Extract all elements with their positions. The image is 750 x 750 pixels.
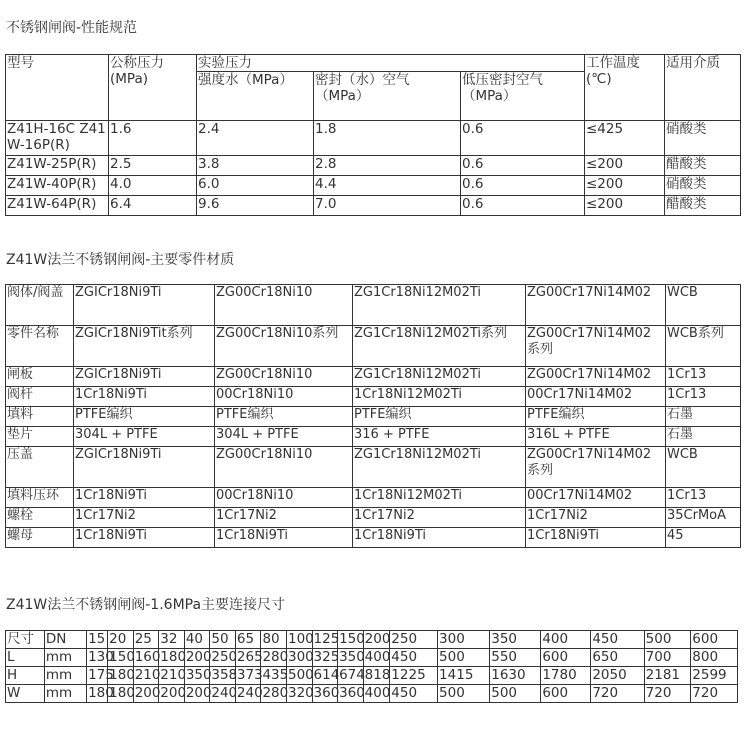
cell-shell: 2.4 [197, 121, 314, 156]
dim-value: 1415 [438, 667, 490, 685]
dim-value: 150 [339, 631, 365, 647]
dim-value: 360 [339, 685, 365, 701]
cell-material: 石墨 [666, 427, 741, 447]
cell-material: 316 + PTFE [353, 427, 526, 447]
dim-value: 720 [691, 685, 738, 703]
dim-value: 250 [211, 649, 238, 665]
dim-value: 358 [211, 667, 238, 683]
header-nominal-pressure: 公称压力 (MPa) [109, 55, 197, 121]
cell-temp: ≤200 [585, 176, 665, 196]
table-row [6, 367, 741, 387]
cell-material: 1Cr18Ni9Ti [215, 528, 353, 548]
cell-material: 1Cr17Ni2 [215, 508, 353, 528]
dim-value: 450 [390, 649, 438, 667]
dim-value: 2050 [591, 667, 644, 685]
header-low-pressure-air: 低压密封空气 （MPa） [461, 72, 585, 121]
dim-value: 32 [159, 631, 185, 649]
table-row [6, 649, 738, 667]
cell-material: 1Cr18Ni12M02Ti [353, 488, 526, 508]
dim-value: 2181 [644, 667, 691, 685]
cell-material: 1Cr13 [666, 367, 741, 387]
cell-part: 闸板 [6, 367, 74, 387]
cell-material: ZG00Cr18Ni10 [215, 285, 353, 326]
dim-value: 240 [236, 685, 263, 701]
cell-model: Z41W-64P(R) [6, 196, 109, 216]
cell-part: 螺栓 [6, 508, 74, 528]
cell-material: WCB [666, 447, 741, 488]
dim-value: 800 [691, 649, 738, 667]
cell-part: 阀体/阀盖 [6, 285, 74, 326]
cell-low: 0.6 [461, 176, 585, 196]
cell-material: PTFE编织 [74, 407, 215, 427]
cell-medium: 醋酸类 [665, 156, 741, 176]
cell-part: 螺母 [6, 528, 74, 548]
cell-low: 0.6 [461, 121, 585, 156]
cell-material: ZG00Cr17Ni14M02系列 [526, 447, 666, 488]
dim-value: 1630 [490, 667, 541, 685]
cell-material: 1Cr13 [666, 488, 741, 508]
cell-material: 00Cr17Ni14M02 [526, 488, 666, 508]
materials-table [5, 284, 741, 548]
dim-value: 175 [88, 667, 114, 683]
cell-medium: 醋酸类 [665, 196, 741, 216]
cell-material: 35CrMoA [666, 508, 741, 528]
dim-value: 435 [262, 667, 289, 683]
cell-material: 1Cr17Ni2 [353, 508, 526, 528]
dim-value: 350 [339, 649, 365, 665]
dim-value: 720 [591, 685, 644, 703]
dim-unit: mm [44, 649, 86, 667]
cell-part: 压盖 [6, 447, 74, 488]
dim-value: 65 [235, 631, 261, 649]
cell-material: ZG1Cr18Ni12M02Ti [353, 285, 526, 326]
dim-value: 373 [236, 667, 263, 683]
cell-model: Z41W-25P(R) [6, 156, 109, 176]
cell-model: Z41W-40P(R) [6, 176, 109, 196]
table-row [6, 427, 741, 447]
cell-material: PTFE编织 [353, 407, 526, 427]
table-row [6, 121, 741, 156]
dim-value: 265 [236, 649, 263, 665]
cell-material: 45 [666, 528, 741, 548]
cell-pn: 2.5 [109, 156, 197, 176]
dim-value: 1225 [390, 667, 438, 685]
cell-material: 304L + PTFE [215, 427, 353, 447]
cell-material: ZG1Cr18Ni12M02Ti [353, 367, 526, 387]
section2-title: Z41W法兰不锈钢闸阀-主要零件材质 [6, 252, 235, 268]
table-row [6, 508, 741, 528]
dim-value: 80 [261, 631, 287, 649]
cell-shell: 3.8 [197, 156, 314, 176]
table-row [6, 447, 741, 488]
dim-value: 25 [133, 631, 159, 649]
dim-value: 200 [160, 685, 187, 701]
cell-material: ZG1Cr18Ni12M02Ti [353, 447, 526, 488]
cell-material: ZGICr18Ni9Ti [74, 367, 215, 387]
cell-shell: 9.6 [197, 196, 314, 216]
cell-material: 1Cr13 [666, 387, 741, 407]
cell-part: 填料 [6, 407, 74, 427]
dim-value: 200 [185, 685, 212, 701]
table-row [6, 528, 741, 548]
table-row [6, 285, 741, 326]
cell-material: 1Cr18Ni9Ti [74, 528, 215, 548]
header-seal-water-air: 密封（水）空气 （MPa） [314, 72, 461, 121]
cell-low: 0.6 [461, 156, 585, 176]
cell-material: ZG00Cr18Ni10系列 [215, 326, 353, 367]
cell-material: ZGICr18Ni9Ti [74, 285, 215, 326]
cell-temp: ≤425 [585, 121, 665, 156]
cell-shell: 6.0 [197, 176, 314, 196]
cell-seal: 1.8 [314, 121, 461, 156]
cell-seal: 2.8 [314, 156, 461, 176]
dim-value: 280 [262, 649, 289, 665]
table-row [6, 685, 738, 703]
cell-model: Z41H-16C Z41W-16P(R) [6, 121, 109, 156]
dim-value: 650 [591, 649, 644, 667]
header-working-temp: 工作温度 (℃) [585, 55, 665, 121]
table-row [6, 407, 741, 427]
dim-value: 400 [541, 631, 591, 649]
table-row [6, 156, 741, 176]
dim-value: 100 [288, 631, 314, 647]
cell-part: 垫片 [6, 427, 74, 447]
cell-medium: 硝酸类 [665, 121, 741, 156]
cell-material: 1Cr18Ni9Ti [74, 387, 215, 407]
dim-value: 360 [313, 685, 340, 701]
dim-value: 350 [490, 631, 541, 649]
table-row [6, 326, 741, 367]
cell-material: 1Cr18Ni9Ti [353, 528, 526, 548]
cell-material: 1Cr18Ni12M02Ti [353, 387, 526, 407]
dim-value: 700 [644, 649, 691, 667]
dim-value: 600 [691, 631, 738, 649]
dim-value: 350 [185, 667, 212, 683]
dim-value: 250 [390, 631, 438, 649]
section1-title: 不锈钢闸阀-性能规范 [6, 20, 138, 36]
dim-value: 450 [591, 631, 644, 649]
dim-unit: mm [44, 667, 86, 685]
cell-material: 1Cr18Ni9Ti [526, 528, 666, 548]
dim-value: 180 [88, 685, 114, 701]
dim-value: 600 [541, 649, 591, 667]
cell-material: PTFE编织 [215, 407, 353, 427]
table-row [6, 196, 741, 216]
dim-value: 320 [288, 685, 314, 701]
cell-temp: ≤200 [585, 156, 665, 176]
dim-value: 600 [541, 685, 591, 703]
dim-unit: mm [44, 685, 86, 703]
dim-value: 550 [490, 649, 541, 667]
dim-value: 150 [109, 649, 135, 665]
cell-material: 316L + PTFE [526, 427, 666, 447]
dim-label: 尺寸 [6, 631, 45, 649]
cell-material: 1Cr18Ni9Ti [74, 488, 215, 508]
cell-low: 0.6 [461, 196, 585, 216]
dim-value: 200 [364, 631, 391, 647]
dim-value: 125 [313, 631, 340, 647]
dim-value: 240 [211, 685, 238, 701]
cell-material: WCB系列 [666, 326, 741, 367]
cell-material: 00Cr18Ni10 [215, 387, 353, 407]
dim-value: 200 [185, 649, 212, 665]
cell-material: 304L + PTFE [74, 427, 215, 447]
cell-material: ZG00Cr18Ni10 [215, 447, 353, 488]
cell-material: ZG00Cr17Ni14M02 [526, 367, 666, 387]
cell-material: ZG00Cr18Ni10 [215, 367, 353, 387]
dim-label: H [6, 667, 45, 685]
dim-value: 720 [644, 685, 691, 703]
header-test-pressure: 实验压力 [197, 55, 585, 72]
dim-value: 180 [109, 667, 135, 683]
dim-value: 500 [644, 631, 691, 649]
dim-unit: DN [44, 631, 86, 649]
dim-label: W [6, 685, 45, 703]
cell-material: 00Cr17Ni14M02 [526, 387, 666, 407]
dimensions-table [5, 630, 738, 703]
dim-value: 180 [109, 685, 135, 701]
cell-material: 1Cr17Ni2 [526, 508, 666, 528]
dim-value: 200 [134, 685, 161, 701]
dim-value: 614 [313, 667, 340, 683]
dim-value: 450 [390, 685, 438, 703]
performance-spec-table [5, 54, 741, 216]
cell-material: ZG1Cr18Ni12M02Ti系列 [353, 326, 526, 367]
dim-value: 1780 [541, 667, 591, 685]
table-row [6, 488, 741, 508]
dim-value: 400 [364, 685, 391, 701]
dim-value: 50 [210, 631, 236, 649]
table-row [6, 387, 741, 407]
section3-title: Z41W法兰不锈钢闸阀-1.6MPa主要连接尺寸 [6, 597, 286, 613]
cell-seal: 4.4 [314, 176, 461, 196]
cell-medium: 硝酸类 [665, 176, 741, 196]
cell-seal: 7.0 [314, 196, 461, 216]
dim-value: 40 [184, 631, 210, 649]
dim-value: 500 [438, 685, 490, 703]
dim-value: 15 [87, 631, 108, 649]
dim-value: 210 [160, 667, 187, 683]
cell-material: 00Cr18Ni10 [215, 488, 353, 508]
cell-material: ZG00Cr17Ni14M02 [526, 285, 666, 326]
dim-value: 300 [438, 631, 490, 649]
header-model: 型号 [6, 55, 109, 121]
dim-value: 400 [364, 649, 391, 665]
cell-pn: 1.6 [109, 121, 197, 156]
table-row [6, 667, 738, 685]
cell-part: 零件名称 [6, 326, 74, 367]
dim-value: 180 [160, 649, 187, 665]
header-shell-water: 强度水（MPa） [197, 72, 314, 121]
cell-material: PTFE编织 [526, 407, 666, 427]
dim-label: L [6, 649, 45, 667]
dim-value: 130 [88, 649, 114, 665]
dim-value: 210 [134, 667, 161, 683]
cell-part: 阀杆 [6, 387, 74, 407]
cell-material: 1Cr17Ni2 [74, 508, 215, 528]
dim-value: 20 [108, 631, 134, 649]
dim-value: 280 [262, 685, 289, 701]
cell-material: WCB [666, 285, 741, 326]
cell-material: 石墨 [666, 407, 741, 427]
dim-value: 300 [288, 649, 314, 665]
dim-value: 500 [288, 667, 314, 683]
dim-value: 2599 [691, 667, 738, 685]
dim-value: 160 [134, 649, 161, 665]
table-row [6, 631, 738, 649]
cell-temp: ≤200 [585, 196, 665, 216]
cell-part: 填料压环 [6, 488, 74, 508]
dim-value: 500 [490, 685, 541, 703]
dim-value: 818 [364, 667, 391, 683]
cell-material: ZGICr18Ni9Ti [74, 447, 215, 488]
cell-pn: 4.0 [109, 176, 197, 196]
cell-material: ZG00Cr17Ni14M02系列 [526, 326, 666, 367]
dim-value: 674 [339, 667, 365, 683]
header-medium: 适用介质 [665, 55, 741, 121]
cell-pn: 6.4 [109, 196, 197, 216]
dim-value: 325 [313, 649, 340, 665]
dim-value: 500 [438, 649, 490, 667]
cell-material: ZGICr18Ni9Tit系列 [74, 326, 215, 367]
table-row [6, 176, 741, 196]
